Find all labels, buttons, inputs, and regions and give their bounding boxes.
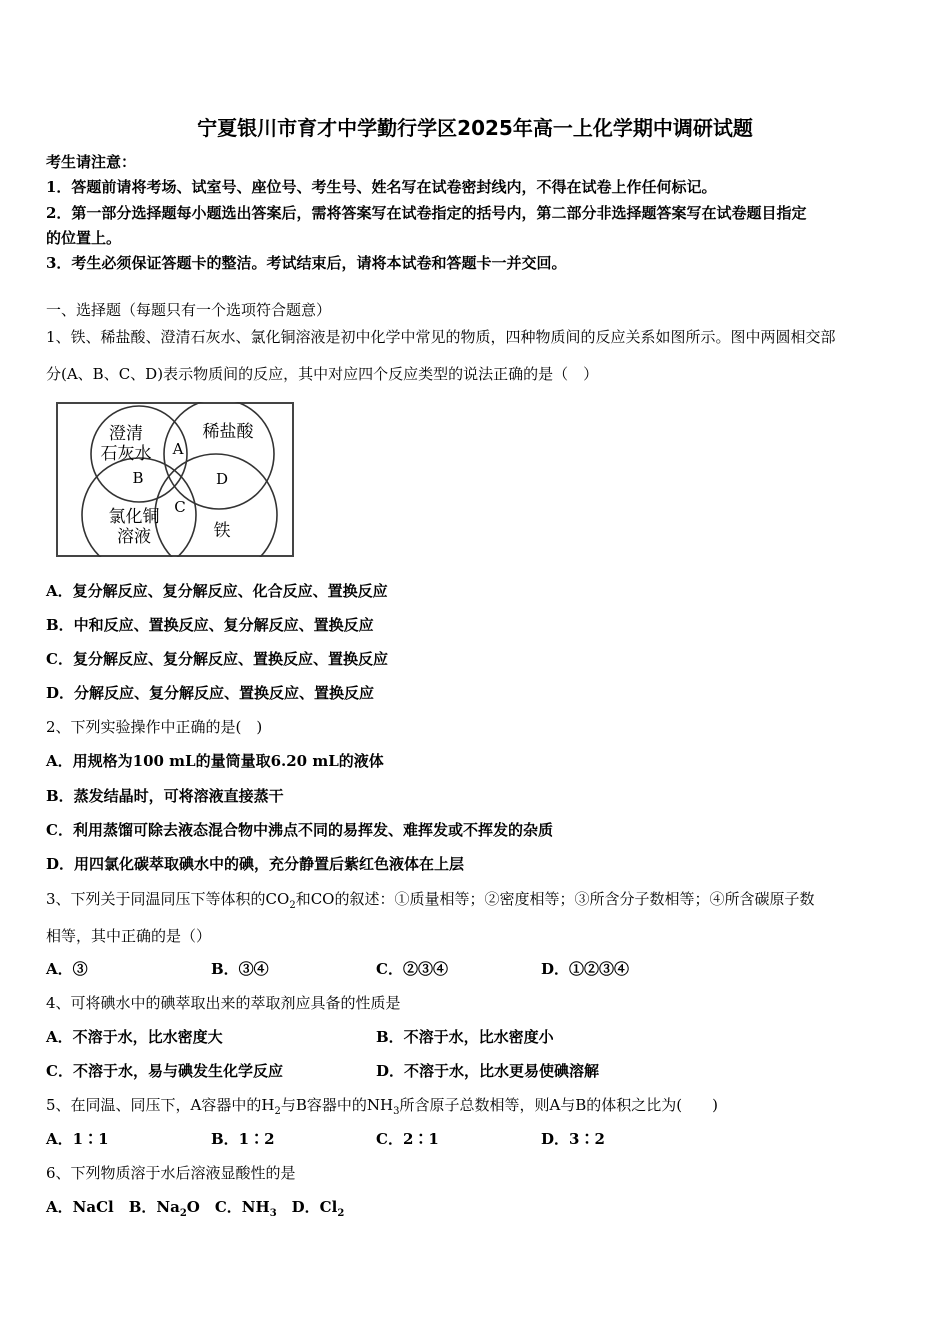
q6-options: A．NaCl B．$Na_2O$ C．$NH_3$ D．$Cl_2$ (46, 1198, 345, 1219)
q3-stem-line-1: 3、下列关于同温同压下等体积的$CO_2$和CO的叙述：①质量相等；②密度相等；③所含分子数相等；④所含碳原子数 (46, 890, 815, 911)
q1-stem-line-2: 分(A、B、C、D)表示物质间的反应，其中对应四个反应类型的说法正确的是（ ） (46, 365, 599, 383)
q2-option-d: D．用四氯化碳萃取碘水中的碘，充分静置后紫红色液体在上层 (46, 855, 465, 873)
q3-option-b: B．③④ (211, 960, 269, 978)
label-limewater-1: 澄清 (109, 424, 143, 444)
q5-option-d: D．3∶2 (541, 1130, 605, 1148)
notice-item-2: 2．第一部分选择题每小题选出答案后，需将答案写在试卷指定的括号内，第二部分非选择题答案写在试卷题目指定 (46, 204, 807, 222)
notice-item-2-cont: 的位置上。 (46, 229, 122, 247)
q4-option-b: B．不溶于水，比水密度小 (376, 1028, 554, 1046)
q1-stem-line-1: 1、铁、稀盐酸、澄清石灰水、氯化铜溶液是初中化学中常见的物质，四种物质间的反应关系如图所示。图中两圆相交部 (46, 328, 836, 346)
q6-stem: 6、下列物质溶于水后溶液显酸性的是 (46, 1164, 296, 1182)
q3-option-d: D．①②③④ (541, 960, 630, 978)
diagram-frame (57, 403, 293, 556)
label-c: C (174, 498, 186, 516)
q5-option-c: C．2∶1 (376, 1130, 439, 1148)
label-d: D (215, 470, 229, 488)
q1-option-c: C．复分解反应、复分解反应、置换反应、置换反应 (46, 650, 388, 668)
notice-heading: 考生请注意： (46, 153, 137, 171)
q1-option-a: A．复分解反应、复分解反应、化合反应、置换反应 (46, 582, 388, 600)
label-cucl2-2: 溶液 (117, 527, 151, 547)
q1-option-d: D．分解反应、复分解反应、置换反应、置换反应 (46, 684, 375, 702)
q5-option-a: A．1∶1 (46, 1130, 109, 1148)
label-hcl: 稀盐酸 (202, 422, 254, 442)
notice-item-3: 3．考生必须保证答题卡的整洁。考试结束后，请将本试卷和答题卡一并交回。 (46, 254, 567, 272)
q4-option-c: C．不溶于水，易与碘发生化学反应 (46, 1062, 283, 1080)
q3-option-a: A．③ (46, 960, 88, 978)
page-title: 宁夏银川市育才中学勤行学区2025年高一上化学期中调研试题 (197, 116, 753, 140)
q5-option-b: B．1∶2 (211, 1130, 275, 1148)
q1-option-b: B．中和反应、置换反应、复分解反应、置换反应 (46, 616, 374, 634)
q2-option-b: B．蒸发结晶时，可将溶液直接蒸干 (46, 787, 284, 805)
q3-option-c: C．②③④ (376, 960, 448, 978)
q5-stem: 5、在同温、同压下，A容器中的$H_2$与B容器中的$NH_3$所含原子总数相等，则A与B的体积之比为( ) (46, 1096, 719, 1117)
label-iron: 铁 (213, 521, 231, 541)
q4-option-d: D．不溶于水，比水更易使碘溶解 (376, 1062, 600, 1080)
notice-item-1: 1．答题前请将考场、试室号、座位号、考生号、姓名写在试卷密封线内，不得在试卷上作任何标记。 (46, 178, 717, 196)
section-heading: 一、选择题（每题只有一个选项符合题意） (46, 301, 332, 319)
label-b: B (132, 469, 144, 487)
q2-option-a: A．用规格为100 mL的量筒量取6.20 mL的液体 (46, 752, 384, 770)
q4-stem: 4、可将碘水中的碘萃取出来的萃取剂应具备的性质是 (46, 994, 401, 1012)
label-cucl2-1: 氯化铜 (108, 507, 160, 527)
venn-diagram (56, 402, 294, 557)
q2-option-c: C．利用蒸馏可除去液态混合物中沸点不同的易挥发、难挥发或不挥发的杂质 (46, 821, 553, 839)
label-limewater-2: 石灰水 (100, 444, 152, 464)
q2-stem: 2、下列实验操作中正确的是( ) (46, 718, 263, 736)
q4-option-a: A．不溶于水，比水密度大 (46, 1028, 223, 1046)
q3-stem-line-2: 相等，其中正确的是（） (46, 927, 212, 945)
label-a: A (172, 440, 184, 458)
